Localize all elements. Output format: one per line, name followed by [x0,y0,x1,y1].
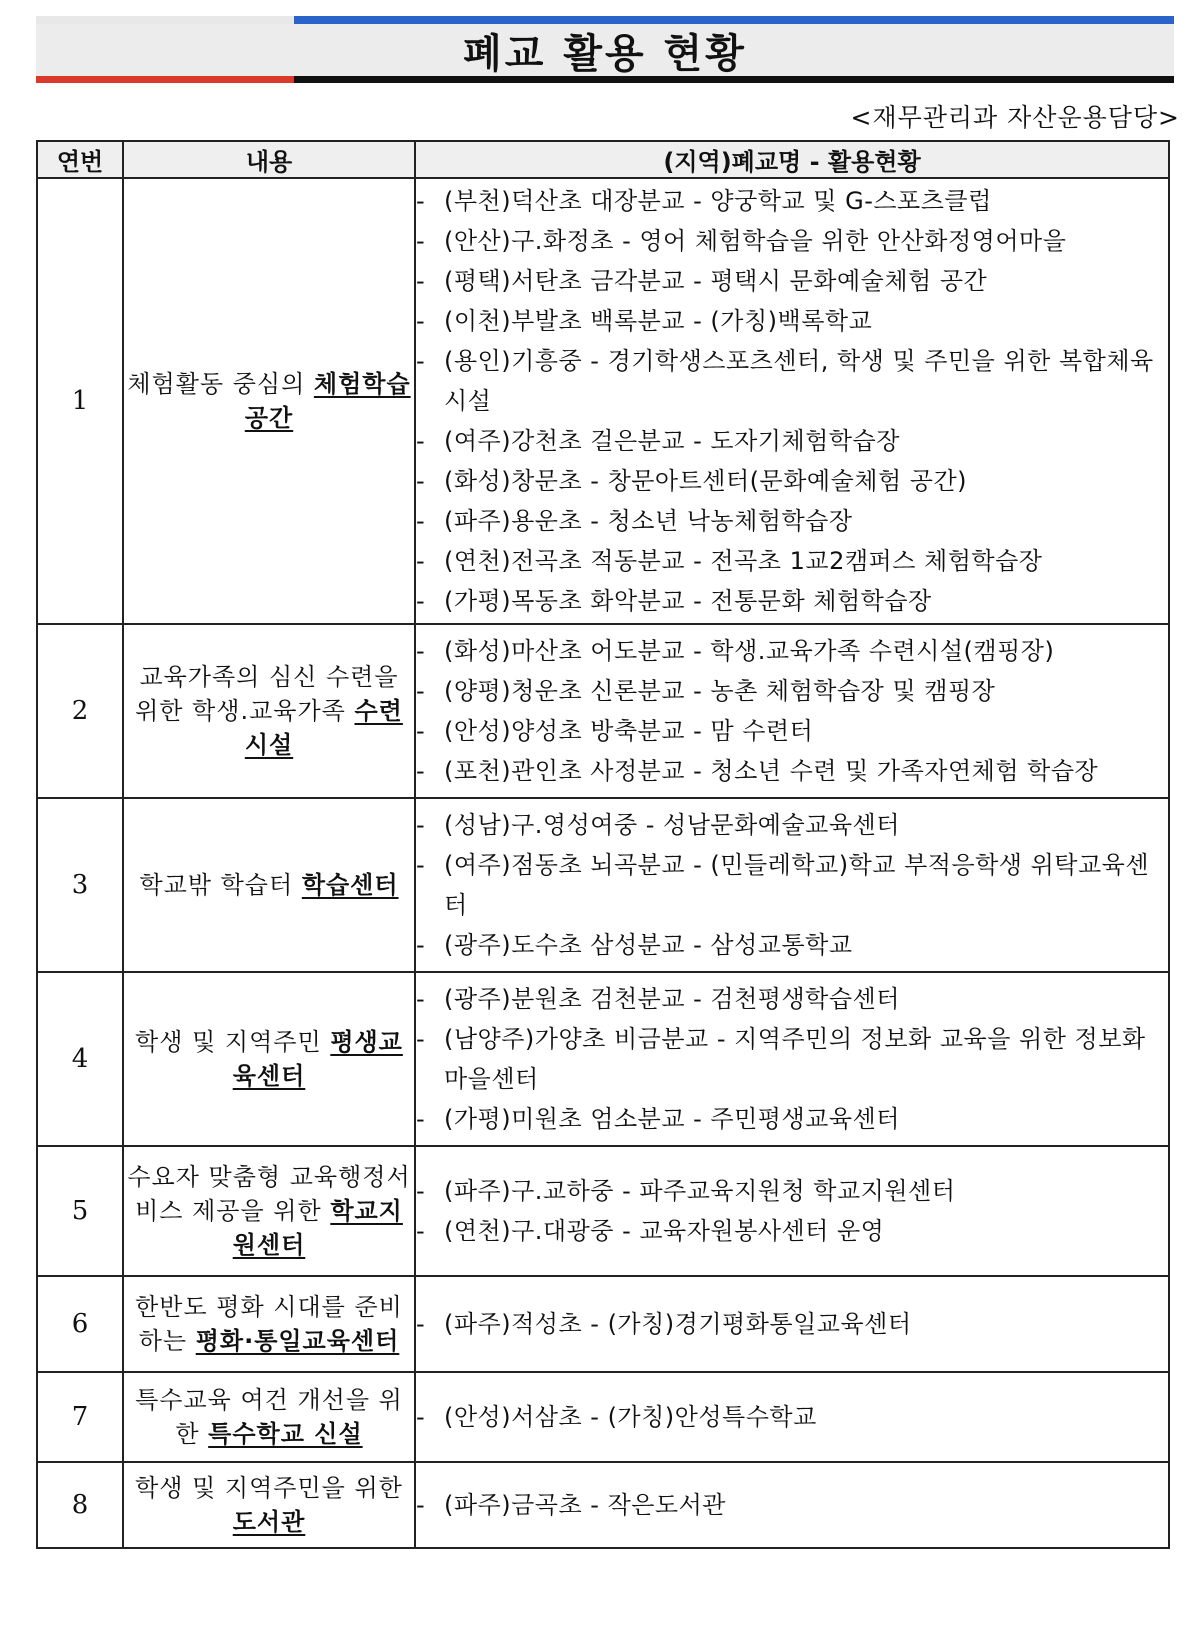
school-usage-text: (안산)구.화정초 - 영어 체험학습을 위한 안산화정영어마을 [444,227,1067,255]
bullet-dash-icon: - [416,1217,426,1245]
purpose-facility-type: 체험학습 공간 [244,370,411,432]
row-school-list [415,624,1169,798]
school-usage-text: (이천)부발초 백록분교 - (가칭)백록학교 [444,307,873,335]
purpose-facility-type: 학교지원센터 [232,1197,403,1259]
purpose-text: 교육가족의 심신 수련을 위한 학생.교육가족 [135,663,399,725]
school-usage-text: (파주)금곡초 - 작은도서관 [444,1491,726,1519]
school-usage-text: (화성)창문초 - 창문아트센터(문화예술체험 공간) [444,467,967,495]
school-usage-text: (포천)관인초 사정분교 - 청소년 수련 및 가족자연체험 학습장 [444,757,1099,785]
list-item [416,979,1168,1019]
school-usage-text: (파주)적성초 - (가칭)경기평화통일교육센터 [444,1310,912,1338]
row-purpose [123,1276,415,1372]
row-number: 7 [37,1372,123,1462]
school-usage-text: (가평)미원초 엄소분교 - 주민평생교육센터 [444,1105,900,1133]
bullet-dash-icon: - [416,1025,426,1053]
list-item [416,581,1168,621]
list-item [416,671,1168,711]
bullet-dash-icon: - [416,985,426,1013]
row-number: 6 [37,1276,123,1372]
list-item [416,1211,1168,1251]
school-usage-text: (가평)목동초 화악분교 - 전통문화 체험학습장 [444,587,932,615]
row-number: 4 [37,972,123,1146]
school-usage-text: (여주)강천초 걸은분교 - 도자기체험학습장 [444,427,900,455]
bullet-dash-icon: - [416,717,426,745]
list-item [416,845,1168,925]
table-row [37,972,1169,1146]
list-item [416,221,1168,261]
row-school-list [415,1462,1169,1548]
bullet-dash-icon: - [416,507,426,535]
bullet-dash-icon: - [416,811,426,839]
purpose-facility-type: 수련시설 [244,697,403,759]
row-school-list [415,1276,1169,1372]
page-title: 폐교 활용 현황 [463,30,747,77]
list-item [416,1397,1168,1437]
table-row [37,624,1169,798]
list-item [416,461,1168,501]
bullet-dash-icon: - [416,757,426,785]
purpose-text: 체험활동 중심의 [127,370,306,398]
department-label: <재무관리과 자산운용담당> [850,103,1180,132]
school-usage-text: (양평)청운초 신론분교 - 농촌 체험학습장 및 캠핑장 [444,677,996,705]
purpose-facility-type: 평화·통일교육센터 [195,1327,400,1355]
bullet-dash-icon: - [416,227,426,255]
column-header-content: 내용 [123,141,415,178]
school-usage-text: (파주)용운초 - 청소년 낙농체험학습장 [444,507,853,535]
list-item [416,261,1168,301]
list-item [416,1304,1168,1344]
bullet-dash-icon: - [416,267,426,295]
row-school-list [415,178,1169,624]
list-item [416,421,1168,461]
row-school-list [415,1146,1169,1276]
bullet-dash-icon: - [416,307,426,335]
school-usage-text: (평택)서탄초 금각분교 - 평택시 문화예술체험 공간 [444,267,988,295]
purpose-facility-type: 특수학교 신설 [208,1420,363,1448]
purpose-text: 한반도 평화 시대를 준비하는 [135,1293,403,1355]
table-row [37,1372,1169,1462]
title-band [36,24,1174,76]
list-item [416,1019,1168,1099]
school-usage-text: (광주)분원초 검천분교 - 검천평생학습센터 [444,985,900,1013]
school-usage-text: (용인)기흥중 - 경기학생스포츠센터, 학생 및 주민을 위한 복합체육시설 [444,347,1154,415]
table-row [37,1462,1169,1548]
list-item [416,711,1168,751]
purpose-text: 학생 및 지역주민 [135,1028,322,1056]
list-item [416,1485,1168,1525]
row-school-list [415,798,1169,972]
purpose-text: 학교밖 학습터 [139,871,294,899]
school-usage-text: (파주)구.교하중 - 파주교육지원청 학교지원센터 [444,1177,956,1205]
row-purpose [123,1462,415,1548]
bullet-dash-icon: - [416,637,426,665]
table-row [37,1276,1169,1372]
school-usage-text: (남양주)가양초 비금분교 - 지역주민의 정보화 교육을 위한 정보화마을센터 [444,1025,1146,1093]
purpose-facility-type: 평생교육센터 [232,1028,403,1090]
bullet-dash-icon: - [416,547,426,575]
school-usage-text: (안성)양성초 방축분교 - 맘 수련터 [444,717,814,745]
header-bottom-rule-black [294,76,1174,83]
header-bottom-rule [36,76,1174,83]
table-row [37,1146,1169,1276]
list-item [416,925,1168,965]
school-usage-text: (성남)구.영성여중 - 성남문화예술교육센터 [444,811,900,839]
school-usage-text: (여주)점동초 뇌곡분교 - (민들레학교)학교 부적응학생 위탁교육센터 [444,851,1150,919]
row-purpose [123,972,415,1146]
bullet-dash-icon: - [416,347,426,375]
row-purpose [123,1146,415,1276]
header-top-rule-left [36,16,294,24]
row-number: 5 [37,1146,123,1276]
purpose-facility-type: 학습센터 [301,871,399,899]
row-number: 2 [37,624,123,798]
bullet-dash-icon: - [416,677,426,705]
closed-school-table [36,140,1170,1549]
row-purpose [123,798,415,972]
list-item [416,181,1168,221]
table-row [37,178,1169,624]
school-usage-text: (연천)구.대광중 - 교육자원봉사센터 운영 [444,1217,885,1245]
column-header-number: 연번 [37,141,123,178]
list-item [416,1171,1168,1211]
bullet-dash-icon: - [416,187,426,215]
row-school-list [415,1372,1169,1462]
purpose-text: 수요자 맞춤형 교육행정서비스 제공을 위한 [127,1163,411,1225]
column-header-status: (지역)폐교명 - 활용현황 [415,141,1169,178]
school-usage-text: (연천)전곡초 적동분교 - 전곡초 1교2캠퍼스 체험학습장 [444,547,1043,575]
row-purpose [123,624,415,798]
header-bottom-rule-red [36,76,294,83]
bullet-dash-icon: - [416,1105,426,1133]
school-usage-text: (광주)도수초 삼성분교 - 삼성교통학교 [444,931,853,959]
list-item [416,631,1168,671]
bullet-dash-icon: - [416,1310,426,1338]
list-item [416,501,1168,541]
list-item [416,751,1168,791]
row-number: 3 [37,798,123,972]
bullet-dash-icon: - [416,1403,426,1431]
list-item [416,805,1168,845]
row-number: 1 [37,178,123,624]
bullet-dash-icon: - [416,1491,426,1519]
list-item [416,1099,1168,1139]
purpose-text: 특수교육 여건 개선을 위한 [135,1386,403,1448]
purpose-facility-type: 도서관 [232,1508,306,1536]
bullet-dash-icon: - [416,931,426,959]
list-item [416,301,1168,341]
list-item [416,341,1168,421]
row-school-list [415,972,1169,1146]
school-usage-text: (안성)서삼초 - (가칭)안성특수학교 [444,1403,817,1431]
bullet-dash-icon: - [416,467,426,495]
bullet-dash-icon: - [416,587,426,615]
bullet-dash-icon: - [416,427,426,455]
purpose-text: 학생 및 지역주민을 위한 [135,1474,403,1502]
row-purpose [123,1372,415,1462]
bullet-dash-icon: - [416,851,426,879]
list-item [416,541,1168,581]
bullet-dash-icon: - [416,1177,426,1205]
table-row [37,798,1169,972]
table-header-row [37,141,1169,178]
row-purpose [123,178,415,624]
row-number: 8 [37,1462,123,1548]
school-usage-text: (부천)덕산초 대장분교 - 양궁학교 및 G-스포츠클럽 [444,187,992,215]
school-usage-text: (화성)마산초 어도분교 - 학생.교육가족 수련시설(캠핑장) [444,637,1055,665]
